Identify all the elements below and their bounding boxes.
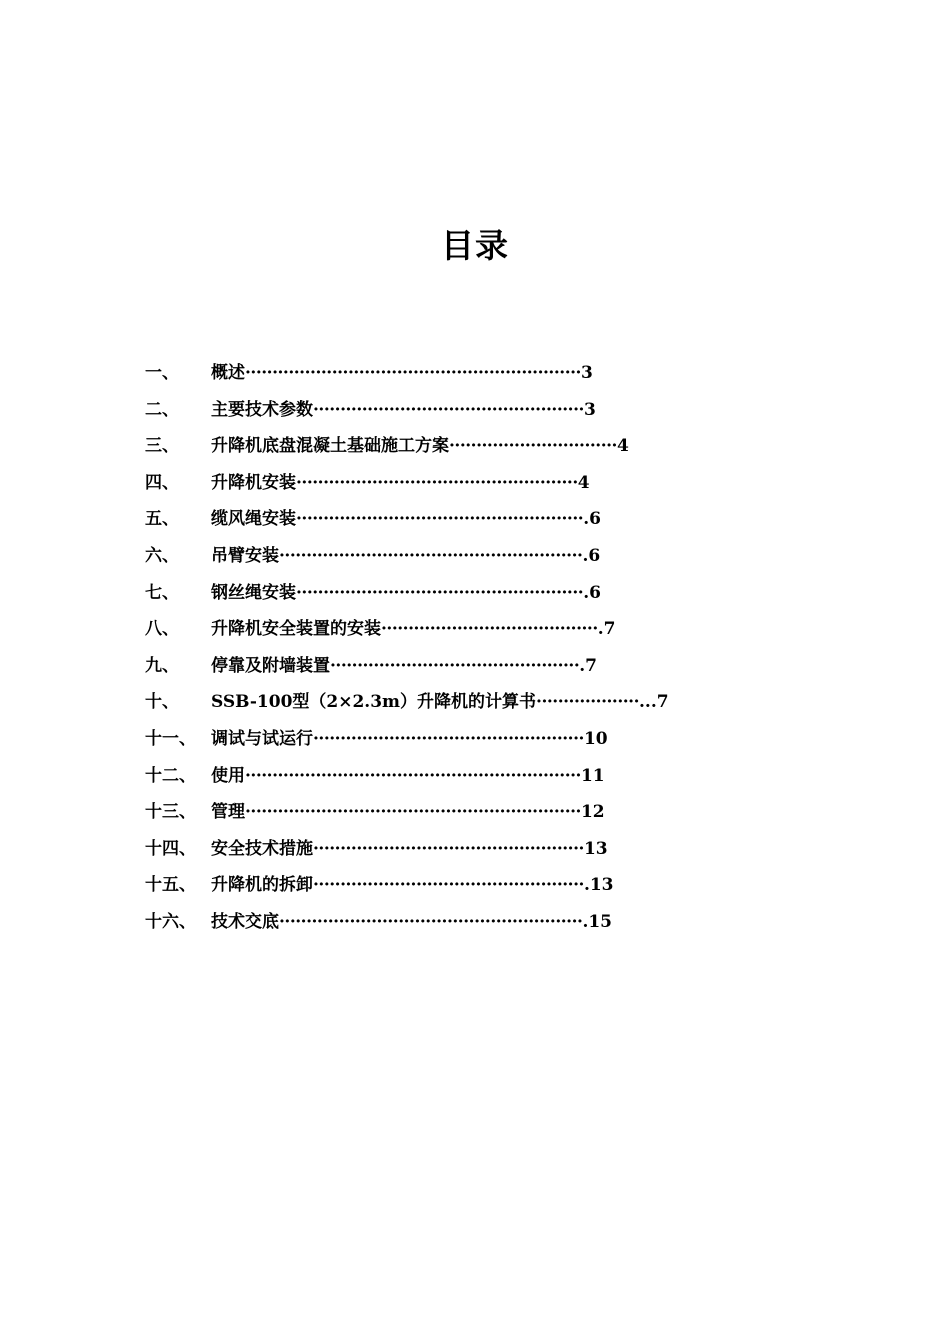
toc-entry-number: 三、 [145,436,179,457]
toc-entry-title: 升降机安装 [211,472,296,493]
toc-entry-title: 管理 [211,802,245,823]
toc-entry-number: 十六、 [145,911,196,932]
toc-entry-title: 停靠及附墙装置 [211,655,330,676]
toc-entry-leader: ····················································· [296,509,584,530]
toc-entry-line [211,356,593,390]
toc-entry-line [211,795,605,829]
toc-entry-page: 12 [580,802,605,823]
toc-entry-9 [145,649,745,686]
toc-entry-4 [145,466,745,503]
toc-entry-number: 六、 [145,545,179,566]
toc-entry-number: 十、 [145,692,179,713]
toc-entry-10 [145,685,745,722]
toc-entry-title: 安全技术措施 [211,838,313,859]
toc-entry-number: 二、 [145,399,179,420]
toc-entry-2 [145,393,745,430]
toc-entry-leader: ······························································ [245,765,581,786]
toc-entry-number: 九、 [145,655,179,676]
toc-entry-page: 11 [580,765,605,786]
toc-entry-number: 十四、 [145,838,196,859]
toc-entry-leader: ························································ [279,911,583,932]
toc-entry-line [211,466,590,500]
toc-entry-leader: ······························· [449,436,617,457]
toc-entry-3 [145,429,745,466]
toc-entry-number: 八、 [145,619,179,640]
toc-entry-6 [145,539,745,576]
toc-entry-8 [145,612,745,649]
toc-entry-page: 3 [580,363,593,383]
toc-entry-1 [145,356,745,393]
toc-entry-page: 4 [616,436,629,457]
toc-entry-leader: ······························································ [245,363,581,383]
toc-entry-number: 十一、 [145,728,196,749]
toc-entry-page: .6 [583,582,601,603]
toc-entry-line [211,685,669,719]
toc-entry-title: 升降机安全装置的安装 [211,619,381,640]
toc-entry-line [211,393,596,427]
toc-entry-leader: ···················································· [296,472,578,493]
toc-entry-11 [145,722,745,759]
toc-entry-page: .15 [582,911,613,932]
toc-entry-title: 缆风绳安装 [211,509,296,530]
toc-entry-14 [145,832,745,869]
toc-entry-number: 十三、 [145,802,196,823]
toc-entry-page: 3 [583,399,596,420]
toc-entry-page: 4 [577,472,590,493]
toc-entry-12 [145,759,745,796]
toc-entry-title: 技术交底 [211,911,279,932]
toc-entry-title: 使用 [211,765,245,786]
toc-entry-page: ...7 [639,692,669,713]
toc-entry-page: 13 [583,838,608,859]
toc-entry-page: .6 [583,509,601,530]
toc-entry-line [211,905,612,939]
toc-entry-title: 升降机底盘混凝土基础施工方案 [211,436,449,457]
toc-entry-leader: ··················· [536,692,639,713]
toc-entry-title: SSB-100型（2×2.3m）升降机的计算书 [211,692,537,713]
page-title: 目录 [441,226,509,265]
toc-entry-line [211,759,605,793]
toc-entry-line [211,612,616,646]
toc-entry-16 [145,905,745,942]
toc-entry-number: 七、 [145,582,179,603]
toc-entry-leader: ·················································· [313,875,584,896]
toc-entry-number: 一、 [145,363,179,383]
toc-entry-line [211,502,601,536]
toc-entry-title: 调试与试运行 [211,728,313,749]
toc-entry-leader: ·················································· [313,399,584,420]
toc-entry-line [211,868,614,902]
toc-entry-leader: ·················································· [313,728,584,749]
toc-entry-5 [145,502,745,539]
toc-entry-page: .6 [582,545,601,566]
toc-entry-line [211,832,608,866]
toc-entry-leader: ········································ [381,619,598,640]
toc-entry-title: 吊臂安装 [211,545,279,566]
table-of-contents [145,356,745,942]
toc-entry-number: 十五、 [145,875,196,896]
toc-entry-page: 10 [583,728,608,749]
toc-entry-line [211,576,601,610]
toc-entry-leader: ····················································· [296,582,584,603]
toc-entry-line [211,722,608,756]
toc-entry-line [211,649,597,683]
toc-entry-title: 钢丝绳安装 [211,582,296,603]
toc-entry-number: 五、 [145,509,179,530]
toc-entry-line [211,539,600,573]
toc-entry-page: .7 [579,655,597,676]
toc-entry-line [211,429,629,463]
toc-entry-title: 概述 [211,363,245,383]
toc-entry-leader: ·················································· [313,838,584,859]
toc-entry-leader: ·············································· [330,655,580,676]
toc-entry-title: 主要技术参数 [211,399,313,420]
toc-entry-leader: ······························································ [245,802,581,823]
toc-entry-title: 升降机的拆卸 [211,875,313,896]
toc-entry-15 [145,868,745,905]
toc-entry-page: .7 [597,619,616,640]
toc-entry-number: 四、 [145,472,179,493]
toc-entry-page: .13 [583,875,614,896]
toc-entry-13 [145,795,745,832]
toc-entry-number: 十二、 [145,765,196,786]
toc-entry-7 [145,576,745,613]
toc-entry-leader: ························································ [279,545,583,566]
